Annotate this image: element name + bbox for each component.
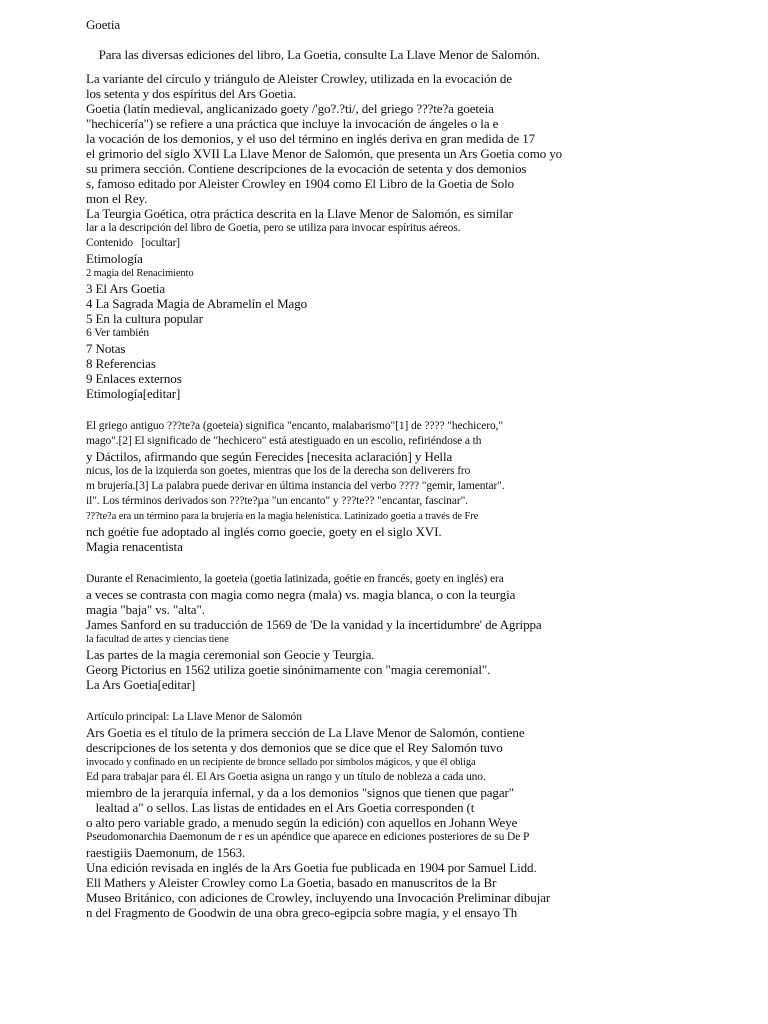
body-line: descripciones de los setenta y dos demonios que se dice que el Rey Salomón tuvo <box>86 740 503 755</box>
body-line: Pseudomonarchia Daemonum de r es un apéndice que aparece en ediciones posteriores de su De P <box>86 831 530 843</box>
body-line: mon el Rey. <box>86 191 148 206</box>
body-line: Ell Mathers y Aleister Crowley como La Goetia, basado en manuscritos de la Br <box>86 875 497 890</box>
body-line: o alto pero variable grado, a menudo según la edición) con aquellos en Johann Weye <box>86 815 518 830</box>
body-line: Una edición revisada en inglés de la Ars Goetia fue publicada en 1904 por Samuel Lidd. <box>86 860 537 875</box>
toc-toggle-link[interactable]: [ocultar] <box>141 237 181 249</box>
hatnote-text: Para las diversas ediciones del libro, La Goetia, consulte La Llave Menor de Salomón. <box>98 47 540 62</box>
toc-item-referencias[interactable]: 8 Referencias <box>86 356 156 371</box>
section-heading-ars-goetia: La Ars Goetia[editar] <box>86 677 196 692</box>
body-line: a veces se contrasta con magia como negra (mala) vs. magia blanca, o con la teurgia <box>86 587 516 602</box>
spacer <box>86 554 756 572</box>
body-line: James Sanford en su traducción de 1569 de 'De la vanidad y la incertidumbre' de Agrippa <box>86 617 542 632</box>
body-line: lar a la descripción del libro de Goetia, pero se utiliza para invocar espíritus aéreos. <box>86 222 461 234</box>
toc-item-ver-tambien[interactable]: 6 Ver también <box>86 327 150 339</box>
page-title: Goetia <box>86 17 121 32</box>
toc-item-cultura-popular[interactable]: 5 En la cultura popular <box>86 311 203 326</box>
hatnote <box>86 32 756 62</box>
body-line: n del Fragmento de Goodwin de una obra greco-egipcia sobre magia, y el ensayo Th <box>86 905 518 920</box>
body-line: "hechicería") se refiere a una práctica que incluye la invocación de ángeles o la e <box>86 116 499 131</box>
body-line: la vocación de los demonios, y el uso del término en inglés deriva en gran medida de 17 <box>86 131 536 146</box>
body-line: el grimorio del siglo XVII La Llave Menor de Salomón, que presenta un Ars Goetia como yo <box>86 146 563 161</box>
body-line: m brujería.[3] La palabra puede derivar en última instancia del verbo ???? "gemir, lamentar". <box>86 480 505 492</box>
body-line: Ed para trabajar para él. El Ars Goetia asigna un rango y un título de nobleza a cada uno. <box>86 771 486 783</box>
body-line: El griego antiguo ???te?a (goeteia) significa "encanto, malabarismo"[1] de ???? "hechicero," <box>86 420 503 432</box>
toc-item-abramelin[interactable]: 4 La Sagrada Magia de Abramelín el Mago <box>86 296 307 311</box>
body-line: nicus, los de la izquierda son goetes, mientras que los de la derecha son deliverers fro <box>86 465 471 477</box>
spacer <box>86 692 756 710</box>
body-line: Ars Goetia es el título de la primera sección de La Llave Menor de Salomón, contiene <box>86 725 525 740</box>
body-line: Georg Pictorius en 1562 utiliza goetie sinónimamente con "magia ceremonial". <box>86 662 491 677</box>
toc-header <box>86 236 756 251</box>
body-line: il". Los términos derivados son ???te?µa "un encanto" y ???te?? "encantar, fascinar". <box>86 495 468 507</box>
body-line: la facultad de artes y ciencias tiene <box>86 634 229 645</box>
body-line: mago".[2] El significado de "hechicero" está atestiguado en un escolio, refiriéndose a th <box>86 435 482 447</box>
body-line: ???te?a era un término para la brujería en la magia helenística. Latinizado goetia a través de Fre <box>86 511 479 522</box>
body-line: y Dáctilos, afirmando que según Ferecides [necesita aclaración] y Hella <box>86 449 453 464</box>
toc-item-renacimiento[interactable]: 2 magia del Renacimiento <box>86 268 194 279</box>
body-line: lealtad a" o sellos. Las listas de entidades en el Ars Goetia corresponden (t <box>86 800 475 815</box>
body-line: su primera sección. Contiene descripciones de la evocación de setenta y dos demonios <box>86 161 527 176</box>
toc-item-etimologia[interactable]: Etimología <box>86 251 143 266</box>
section-heading-etimologia: Etimología[editar] <box>86 386 181 401</box>
body-line: Goetia (latín medieval, anglicanizado goety /'go?.?ti/, del griego ???te?a goeteia <box>86 101 494 116</box>
body-line: miembro de la jerarquía infernal, y da a los demonios "signos que tienen que pagar" <box>86 785 514 800</box>
image-caption-line: La variante del círculo y triángulo de Aleister Crowley, utilizada en la evocación de <box>86 71 512 86</box>
image-caption-line: los setenta y dos espíritus del Ars Goetia. <box>86 86 297 101</box>
body-line: magia "baja" vs. "alta". <box>86 602 205 617</box>
toc-item-ars-goetia[interactable]: 3 El Ars Goetia <box>86 281 166 296</box>
spacer <box>86 401 756 419</box>
body-line: nch goétie fue adoptado al inglés como goecie, goety en el siglo XVI. <box>86 524 442 539</box>
body-line: Durante el Renacimiento, la goeteia (goetia latinizada, goétie en francés, goety en inglés) era <box>86 573 504 585</box>
main-article-link[interactable]: Artículo principal: La Llave Menor de Salomón <box>86 711 302 723</box>
toc-heading: Contenido <box>86 237 134 249</box>
section-heading-renacentista: Magia renacentista <box>86 539 183 554</box>
body-line: invocado y confinado en un recipiente de bronce sellado por símbolos mágicos, y que él obliga <box>86 757 476 768</box>
body-line: raestigiis Daemonum, de 1563. <box>86 845 246 860</box>
body-line: La Teurgia Goética, otra práctica descrita en la Llave Menor de Salomón, es similar <box>86 206 513 221</box>
toc-item-notas[interactable]: 7 Notas <box>86 341 126 356</box>
toc-item-enlaces-externos[interactable]: 9 Enlaces externos <box>86 371 182 386</box>
body-line: Museo Británico, con adiciones de Crowley, incluyendo una Invocación Preliminar dibujar <box>86 890 551 905</box>
body-line: s, famoso editado por Aleister Crowley en 1904 como El Libro de la Goetia de Solo <box>86 176 515 191</box>
body-line: Las partes de la magia ceremonial son Geocie y Teurgia. <box>86 647 375 662</box>
document-body <box>86 17 756 920</box>
